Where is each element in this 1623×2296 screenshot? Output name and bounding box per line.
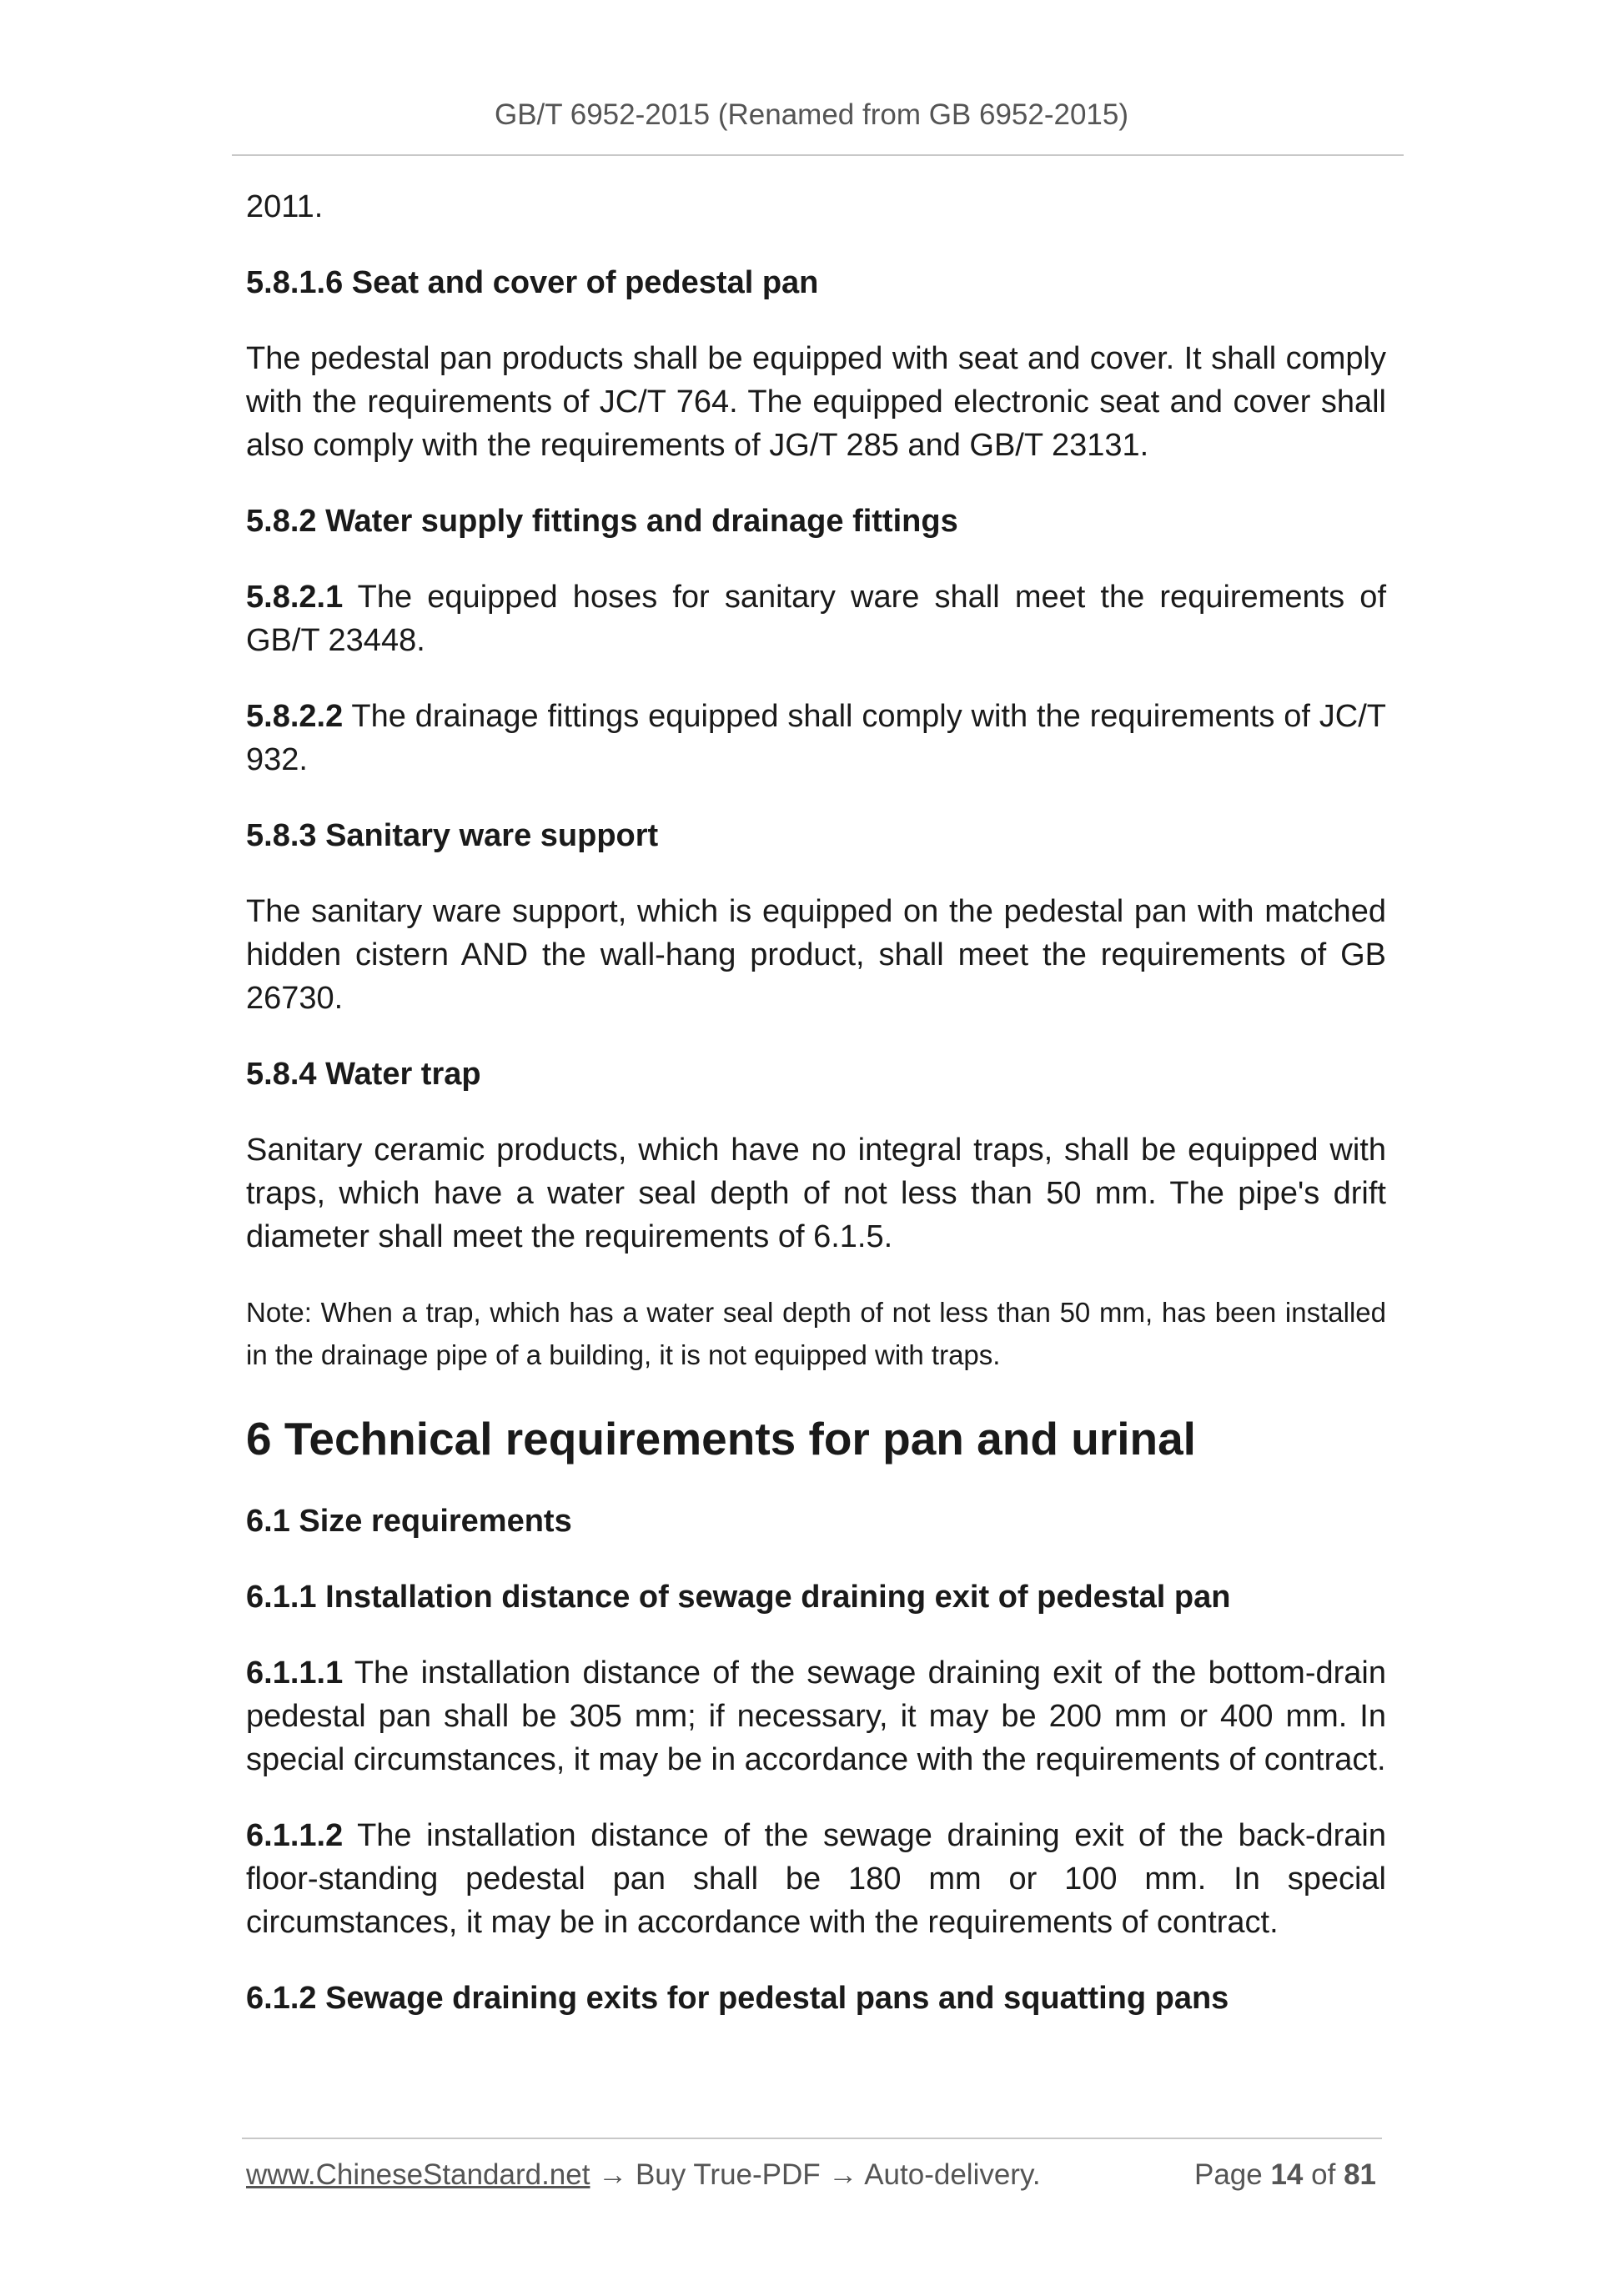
page-label: Page [1193,2158,1263,2191]
arrow-right-icon: → [828,2158,858,2191]
clause-number: 6.1.1.1 [246,1655,344,1691]
paragraph: The sanitary ware support, which is equipped on the pedestal pan with matched hidden cistern AND the wall-hang product, shall meet the requirements of GB 26730. [246,894,1386,1016]
section-heading-6-1-2: 6.1.2 Sewage draining exits for pedestal pans and squatting pans [246,1981,1229,2016]
clause-6-1-1-2 [246,1814,1386,1944]
clause-number: 5.8.2.2 [246,699,344,734]
section-heading-5-8-3: 5.8.3 Sanitary ware support [246,818,659,853]
website-link[interactable]: www.ChineseStandard.net [246,2158,590,2191]
section-heading-6-1-1: 6.1.1 Installation distance of sewage draining exit of pedestal pan [246,1580,1231,1615]
buy-true-pdf-text: Buy True-PDF [635,2158,821,2191]
footer-promo [246,2158,1041,2192]
clause-5-8-2-2 [246,695,1386,781]
paragraph: Sanitary ceramic products, which have no integral traps, shall be equipped with traps, which have a water seal depth of not less than 50 mm. The pipe's drift diameter shall meet the requirements of 6.1.5. [246,1133,1386,1254]
clause-text: The drainage fittings equipped shall comply with the requirements of JC/T 932. [246,699,1386,777]
paragraph: 2011. [246,189,324,224]
page-of-label: of [1311,2158,1336,2191]
clause-number: 6.1.1.2 [246,1818,344,1853]
clause-text: The installation distance of the sewage draining exit of the bottom-drain pedestal pan shall be 305 mm; if necessary, it may be 200 mm or 400 mm. In special circumstances, it may be in accordance with the requirements of contract. [246,1655,1386,1777]
section-heading-5-8-2: 5.8.2 Water supply fittings and drainage fittings [246,504,958,539]
section-heading-5-8-4: 5.8.4 Water trap [246,1057,481,1092]
footer-divider [242,2138,1382,2139]
document-body [246,185,1386,2052]
arrow-right-icon: → [598,2158,628,2191]
section-heading-6-1: 6.1 Size requirements [246,1504,572,1539]
auto-delivery-text: Auto-delivery. [864,2158,1041,2191]
page-indicator [1194,2158,1376,2192]
note: Note: When a trap, which has a water seal depth of not less than 50 mm, has been installed in the drainage pipe of a building, it is not equipped with traps. [246,1297,1386,1370]
clause-text: The installation distance of the sewage draining exit of the back-drain floor-standing pedestal pan shall be 180 mm or 100 mm. In special circumstances, it may be in accordance with the requirements of contract. [246,1818,1386,1940]
clause-5-8-2-1 [246,575,1386,662]
page-header: GB/T 6952-2015 (Renamed from GB 6952-2015) [494,98,1129,131]
total-page-count: 81 [1344,2158,1376,2191]
chapter-heading-6: 6 Technical requirements for pan and urinal [246,1413,1196,1465]
clause-number: 5.8.2.1 [246,580,344,615]
section-heading-5-8-1-6: 5.8.1.6 Seat and cover of pedestal pan [246,265,819,300]
clause-text: The equipped hoses for sanitary ware shall meet the requirements of GB/T 23448. [246,580,1386,658]
current-page-number: 14 [1270,2158,1304,2191]
clause-6-1-1-1 [246,1651,1386,1781]
header-divider [232,154,1404,156]
paragraph: The pedestal pan products shall be equipped with seat and cover. It shall comply with the requirements of JC/T 764. The equipped electronic seat and cover shall also comply with the requirements of JG/T 285 and GB/T 23131. [246,341,1386,463]
